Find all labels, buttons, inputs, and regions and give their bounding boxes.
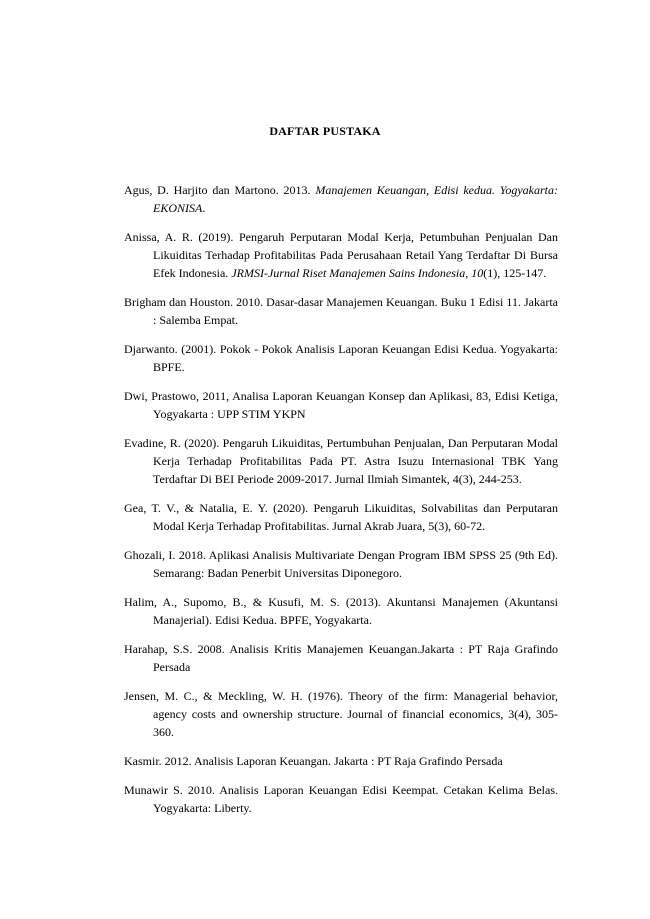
reference-text: Harahap, S.S. 2008. Analisis Kritis Manajemen Keuangan.Jakarta : PT Raja Grafindo Persada bbox=[124, 642, 558, 674]
reference-entry bbox=[124, 387, 558, 423]
reference-text: Dwi, Prastowo, 2011, Analisa Laporan Keuangan Konsep dan Aplikasi, 83, Edisi Ketiga, Yogyakarta : UPP STIM YKPN bbox=[124, 389, 558, 421]
reference-text: Jensen, M. C., & Meckling, W. H. (1976). Theory of the firm: Managerial behavior, agency costs and ownership structure. Journal of financial economics, 3(4), 305-360. bbox=[124, 689, 558, 739]
reference-entry bbox=[124, 293, 558, 329]
reference-text: Ghozali, I. 2018. Aplikasi Analisis Multivariate Dengan Program IBM SPSS 25 (9th Ed). Semarang: Badan Penerbit Universitas Diponegoro. bbox=[124, 548, 558, 580]
reference-text-tail: . bbox=[202, 201, 206, 215]
reference-text: Evadine, R. (2020). Pengaruh Likuiditas, Pertumbuhan Penjualan, Dan Perputaran Modal Kerja Terhadap Profitabilitas Pada PT. Astra Isuzu Internasional TBK Yang Terdaftar Di BEI Periode 2009-2017. Jurnal Ilmiah Simantek, 4(3), 244-253. bbox=[124, 436, 558, 486]
reference-text-tail: (1), 125-147. bbox=[483, 266, 547, 280]
reference-list bbox=[124, 181, 558, 828]
reference-text: Agus, D. Harjito dan Martono. 2013. bbox=[124, 183, 316, 197]
reference-text: Anissa, A. R. (2019). Pengaruh Perputaran Modal Kerja, Petumbuhan Penjualan Dan Likuiditas Terhadap Profitabilitas Pada Perusahaan Retail Yang Terdaftar Di Bursa Efek Indonesia. bbox=[124, 230, 558, 280]
reference-text: Munawir S. 2010. Analisis Laporan Keuangan Edisi Keempat. Cetakan Kelima Belas. Yogyakarta: Liberty. bbox=[124, 783, 558, 815]
reference-entry bbox=[124, 593, 558, 629]
reference-entry bbox=[124, 752, 558, 770]
reference-entry bbox=[124, 228, 558, 282]
reference-entry bbox=[124, 181, 558, 217]
reference-text: Kasmir. 2012. Analisis Laporan Keuangan. Jakarta : PT Raja Grafindo Persada bbox=[124, 754, 503, 768]
page-title: DAFTAR PUSTAKA bbox=[269, 124, 381, 138]
reference-text: Brigham dan Houston. 2010. Dasar-dasar Manajemen Keuangan. Buku 1 Edisi 11. Jakarta : Salemba Empat. bbox=[124, 295, 558, 327]
reference-entry bbox=[124, 546, 558, 582]
reference-entry bbox=[124, 781, 558, 817]
reference-text: Gea, T. V., & Natalia, E. Y. (2020). Pengaruh Likuiditas, Solvabilitas dan Perputaran Modal Kerja Terhadap Profitabilitas. Jurnal Akrab Juara, 5(3), 60-72. bbox=[124, 501, 558, 533]
reference-text: Djarwanto. (2001). Pokok - Pokok Analisis Laporan Keuangan Edisi Kedua. Yogyakarta: BPFE. bbox=[124, 342, 558, 374]
reference-entry bbox=[124, 640, 558, 676]
reference-entry bbox=[124, 434, 558, 488]
reference-entry bbox=[124, 499, 558, 535]
reference-source-title: Manajemen Keuangan, Edisi kedua. Yogyakarta: EKONISA bbox=[153, 183, 558, 215]
reference-source-title: JRMSI-Jurnal Riset Manajemen Sains Indonesia, 10 bbox=[231, 266, 484, 280]
reference-entry bbox=[124, 340, 558, 376]
reference-text: Halim, A., Supomo, B., & Kusufi, M. S. (2013). Akuntansi Manajemen (Akuntansi Manajerial). Edisi Kedua. BPFE, Yogyakarta. bbox=[124, 595, 558, 627]
reference-entry bbox=[124, 687, 558, 741]
